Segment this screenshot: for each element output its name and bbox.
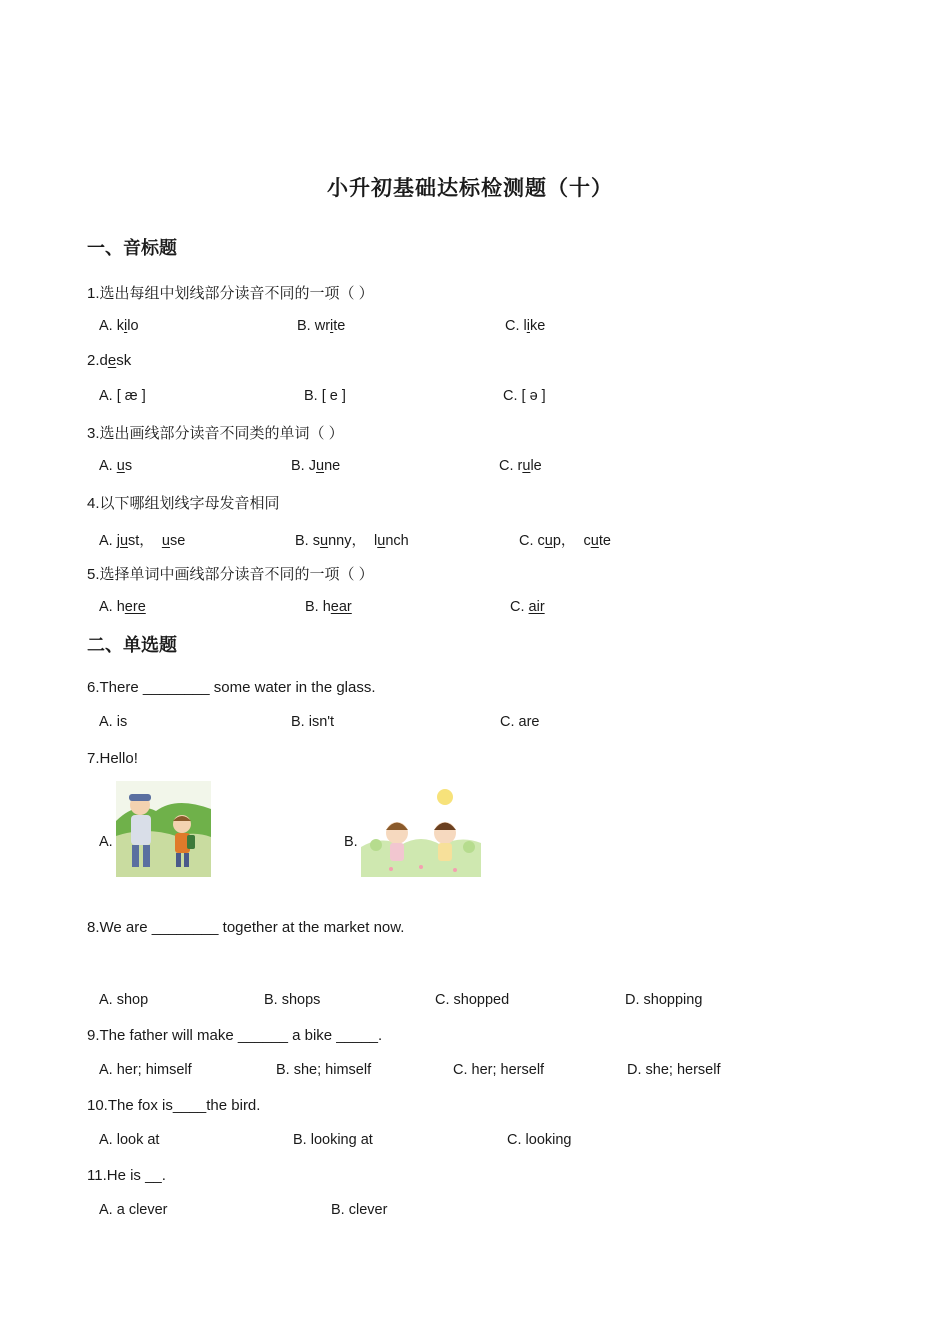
question-11-stem: 11.He is __.	[87, 1167, 166, 1184]
option-text: te	[598, 533, 611, 549]
question-8-option-b[interactable]: B. shops	[264, 992, 321, 1008]
question-4-option-a[interactable]	[99, 529, 185, 550]
option-text: C.	[510, 599, 529, 615]
question-7-option-a[interactable]: A.	[99, 834, 113, 850]
stem-text: 2.d	[87, 352, 108, 369]
underlined-letters: i	[123, 318, 128, 334]
underlined-letters: air	[528, 599, 545, 615]
option-text: C. c	[519, 533, 545, 549]
question-1-option-b[interactable]	[297, 318, 345, 334]
underlined-letters: u	[119, 533, 129, 549]
option-text: B. J	[291, 458, 316, 474]
underlined-letters: u	[315, 458, 325, 474]
question-4-stem: 4.以下哪组划线字母发音相同	[87, 495, 280, 512]
question-3-option-a[interactable]	[99, 458, 132, 474]
question-2-option-c[interactable]: C. [ ə ]	[503, 388, 546, 404]
option-text: st，	[128, 533, 162, 549]
underlined-letters: ere	[124, 599, 146, 615]
option-text: s	[124, 458, 133, 474]
option-text: C. r	[499, 458, 523, 474]
question-1-option-a[interactable]	[99, 318, 139, 334]
option-text: te	[333, 318, 346, 334]
underlined-letters: u	[377, 533, 386, 549]
stem-text: sk	[116, 352, 132, 369]
question-3-stem: 3.选出画线部分读音不同类的单词（ ）	[87, 425, 344, 442]
question-7-option-b[interactable]: B.	[344, 834, 358, 850]
question-2-option-a[interactable]: A. [ æ ]	[99, 388, 146, 404]
page-title: 小升初基础达标检测题（十）	[327, 177, 613, 200]
underlined-letters: u	[161, 533, 170, 549]
option-text: A.	[99, 458, 117, 474]
option-text: p， c	[552, 533, 591, 549]
question-2-option-b[interactable]: B. [ e ]	[304, 388, 346, 404]
question-8-stem: 8.We are ________ together at the market now.	[87, 919, 405, 936]
underlined-letters: u	[522, 458, 531, 474]
underlined-letters: i	[526, 318, 530, 334]
underlined-letters: u	[544, 533, 553, 549]
option-text: se	[169, 533, 186, 549]
illustration-two-children-greeting[interactable]	[361, 785, 481, 877]
question-5-option-a[interactable]	[99, 599, 146, 615]
question-10-option-c[interactable]: C. looking	[507, 1132, 572, 1148]
question-3-option-c[interactable]	[499, 458, 542, 474]
option-text: lo	[127, 318, 139, 334]
option-text: B. wr	[297, 318, 331, 334]
underlined-letters: u	[319, 533, 329, 549]
question-10-option-b[interactable]: B. looking at	[293, 1132, 373, 1148]
question-5-stem: 5.选择单词中画线部分读音不同的一项（ ）	[87, 566, 374, 583]
illustration-man-and-boy-greeting[interactable]	[116, 781, 211, 877]
question-9-stem: 9.The father will make ______ a bike _____.	[87, 1027, 383, 1044]
question-10-option-a[interactable]: A. look at	[99, 1132, 160, 1148]
question-4-option-c[interactable]	[519, 529, 611, 550]
question-6-option-a[interactable]: A. is	[99, 714, 128, 730]
question-9-option-d[interactable]: D. she; herself	[627, 1062, 721, 1078]
section-heading-phonetics: 一、音标题	[87, 238, 177, 258]
question-4-option-b[interactable]	[295, 529, 409, 550]
question-9-option-a[interactable]: A. her; himself	[99, 1062, 192, 1078]
option-text: A. k	[99, 318, 124, 334]
illustration-two-children-greeting-image	[361, 785, 481, 877]
section-heading-single-choice: 二、单选题	[87, 635, 177, 655]
option-text: A. j	[99, 533, 120, 549]
option-text: A. h	[99, 599, 125, 615]
option-text: B. s	[295, 533, 320, 549]
question-8-option-c[interactable]: C. shopped	[435, 992, 510, 1008]
question-9-option-b[interactable]: B. she; himself	[276, 1062, 372, 1078]
question-1-option-c[interactable]	[505, 318, 545, 334]
question-6-stem: 6.There ________ some water in the glass.	[87, 679, 376, 696]
underlined-letters: u	[116, 458, 125, 474]
option-text: B. h	[305, 599, 331, 615]
underlined-letters: u	[590, 533, 599, 549]
question-9-option-c[interactable]: C. her; herself	[453, 1062, 545, 1078]
option-text: nny， l	[328, 533, 378, 549]
question-1-stem: 1.选出每组中划线部分读音不同的一项（ ）	[87, 285, 374, 302]
option-text: ke	[529, 318, 546, 334]
option-text: nch	[385, 533, 409, 549]
question-8-option-a[interactable]: A. shop	[99, 992, 149, 1008]
option-text: ne	[324, 458, 341, 474]
underlined-letters: ear	[330, 599, 352, 615]
question-10-stem: 10.The fox is____the bird.	[87, 1097, 261, 1114]
question-11-option-b[interactable]: B. clever	[331, 1202, 388, 1218]
question-7-stem: 7.Hello!	[87, 750, 138, 767]
underlined-letters: i	[330, 318, 334, 334]
question-11-option-a[interactable]: A. a clever	[99, 1202, 168, 1218]
option-text: C. l	[505, 318, 527, 334]
question-6-option-b[interactable]: B. isn't	[291, 714, 335, 730]
question-5-option-c[interactable]	[510, 599, 545, 615]
question-2-stem	[87, 352, 131, 369]
question-6-option-c[interactable]: C. are	[500, 714, 540, 730]
underlined-letters: e	[107, 352, 117, 369]
illustration-man-and-boy-greeting-image	[116, 781, 211, 877]
question-5-option-b[interactable]	[305, 599, 352, 615]
option-text: le	[530, 458, 542, 474]
question-8-option-d[interactable]: D. shopping	[625, 992, 703, 1008]
question-3-option-b[interactable]	[291, 458, 340, 474]
